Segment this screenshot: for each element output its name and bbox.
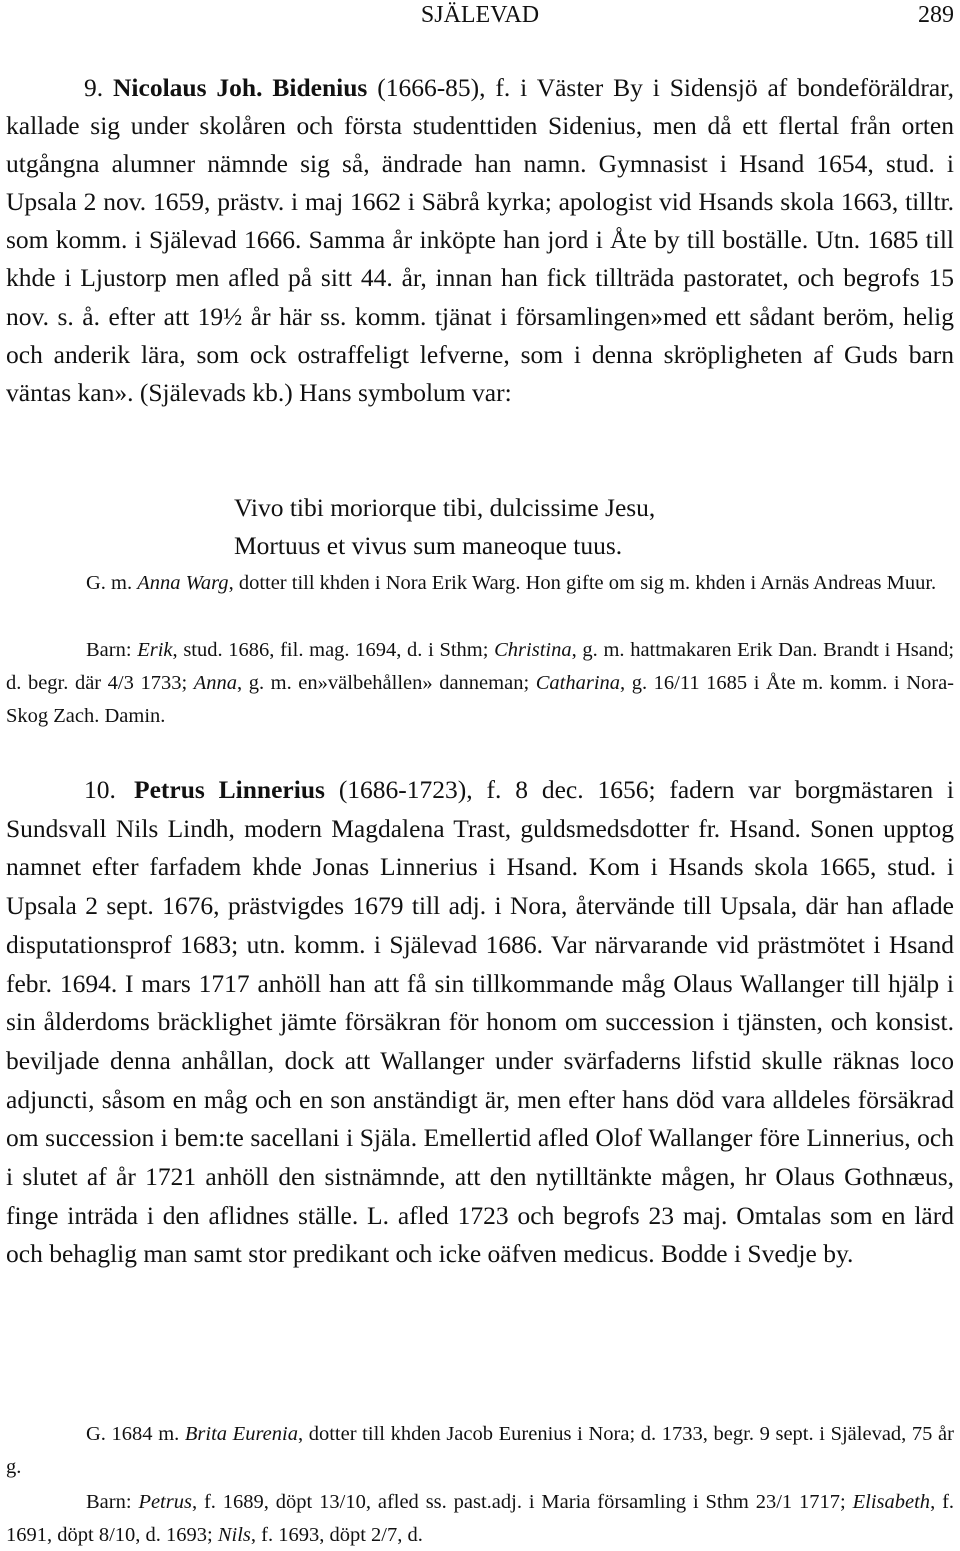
child-details: , f. 1693, döpt 2/7, d. (250, 1523, 423, 1546)
child-details: , f. 1691, döpt 8/10, d. 1693; (6, 1491, 955, 1546)
child-details: , f. 1689, döpt 13/10, afled ss. past.adj. i Maria församling i Sthm 23/1 1717; (191, 1491, 846, 1513)
motto-line-2: Mortuus et vivus sum maneoque tuus. (234, 531, 623, 561)
entry-9-wife-name: Anna Warg (137, 572, 229, 594)
entry-10-name: Petrus Linnerius (134, 775, 325, 804)
running-header (0, 2, 960, 32)
entry-10-marriage (6, 1418, 954, 1483)
child-details: , stud. 1686, fil. mag. 1694, d. i Sthm; (172, 639, 489, 661)
entry-9-children-prefix: Barn: (86, 639, 132, 661)
child-name: Petrus (138, 1491, 192, 1513)
symbolum-motto (234, 489, 954, 565)
child-name: Anna (193, 672, 238, 695)
child-details: , g. 16/11 1685 i Åte m. komm. i Nora-Skog Zach. Damin. (6, 672, 955, 728)
child-details: , g. m. en»välbehållen» danneman; (237, 672, 530, 695)
entry-10-marriage-text: , dotter till khden Jacob Eurenius i Nora; d. 1733, begr. 9 sept. i Själevad, 75 år g. (6, 1423, 954, 1478)
entry-9-number: 9. (84, 73, 104, 102)
entry-10-number: 10. (84, 775, 116, 804)
entry-10-wife-name: Brita Eurenia (184, 1423, 298, 1445)
entry-10-marriage-prefix: G. 1684 m. (86, 1423, 180, 1445)
entry-9-marriage-prefix: G. m. (86, 572, 133, 594)
entry-9-text: (1666-85), f. i Väster By i Sidensjö af bondeföräldrar, kallade sig under skolåren och första studenttiden Sidenius, men då ett flertal från orten utgångna alumner nämnde sig så, ändrade han namn. Gymnasist i Hsand 1654, stud. i Upsala 2 nov. 1659, prästv. i maj 1662 i Säbrå kyrka; apologist vid Hsands skola 1663, tilltr. som komm. i Själevad 1666. Samma år inköpte han jord i Åte by till boställe. Utn. 1685 till khde i Ljustorp men afled på sitt 44. år, innan han fick tillträda pastoratet, och begrofs 15 nov. s. å. efter att 19½ år här ss. komm. tjänat i församlingen»med ett sådant beröm, helig och anderik lära, som ock ostraffeligt lefverne, som i denna skröpligheten af Guds barn väntas kan». (Själevads kb.) Hans symbolum var: (6, 73, 955, 407)
page-number: 289 (918, 2, 954, 28)
entry-9-marriage-text: , dotter till khden i Nora Erik Warg. Hon gifte om sig m. khden i Arnäs Andreas Muur. (228, 572, 937, 594)
child-name: Erik (137, 639, 173, 661)
child-name: Nils (217, 1523, 251, 1546)
entry-9-marriage (6, 567, 954, 600)
child-name: Elisabeth (852, 1491, 931, 1513)
entry-9-children (6, 634, 954, 734)
entry-10-paragraph (6, 771, 954, 1274)
entry-10-children-prefix: Barn: (86, 1491, 132, 1513)
child-name: Christina (494, 639, 572, 661)
entry-9-paragraph (6, 69, 954, 412)
entry-10-children (6, 1486, 954, 1551)
child-name: Catharina (535, 672, 621, 695)
running-title: SJÄLEVAD (420, 2, 540, 28)
child-details: , g. m. hattmakaren Erik Dan. Brandt i Hsand; d. begr. där 4/3 1733; (6, 639, 955, 695)
entry-10-text: (1686-1723), f. 8 dec. 1656; fadern var borgmästaren i Sundsvall Nils Lindh, modern Magdalena Trast, guldsmedsdotter fr. Hsand. Sonen upptog namnet efter farfadem khde Jonas Linnerius i Hsand. Kom i Hsands skola 1665, stud. i Upsala 2 sept. 1676, prästvigdes 1679 till adj. i Nora, återvände till Upsala, där han aflade disputationsprof 1683; utn. komm. i Själevad 1686. Var närvarande vid prästmötet i Hsand febr. 1694. I mars 1717 anhöll han att få sin tillkommande måg Olaus Wallanger till hjälp i sin ålderdoms bräcklighet jämte försäkran för honom om succession i tjänsten, och konsist. beviljade denna anhållan, dock att Wallanger under svärfaderns lifstid skulle räknas loco adjuncti, såsom en måg och en son anständigt är, men efter hans död vara alldeles försäkrad om succession i bem:te sacellani i Själa. Emellertid afled Olof Wallanger före Linnerius, och i slutet af år 1721 anhöll den sistnämnde, att den nytilltänkte mågen, hr Olaus Gothnæus, finge inträda i den aflidnes ställe. L. afled 1723 och begrofs 23 maj. Omtalas som en lärd och behaglig man samt stor predikant och icke oäfven medicus. Bodde i Svedje by. (6, 775, 955, 1269)
motto-line-1: Vivo tibi moriorque tibi, dulcissime Jesu, (234, 493, 656, 522)
entry-9-name: Nicolaus Joh. Bidenius (113, 73, 368, 102)
